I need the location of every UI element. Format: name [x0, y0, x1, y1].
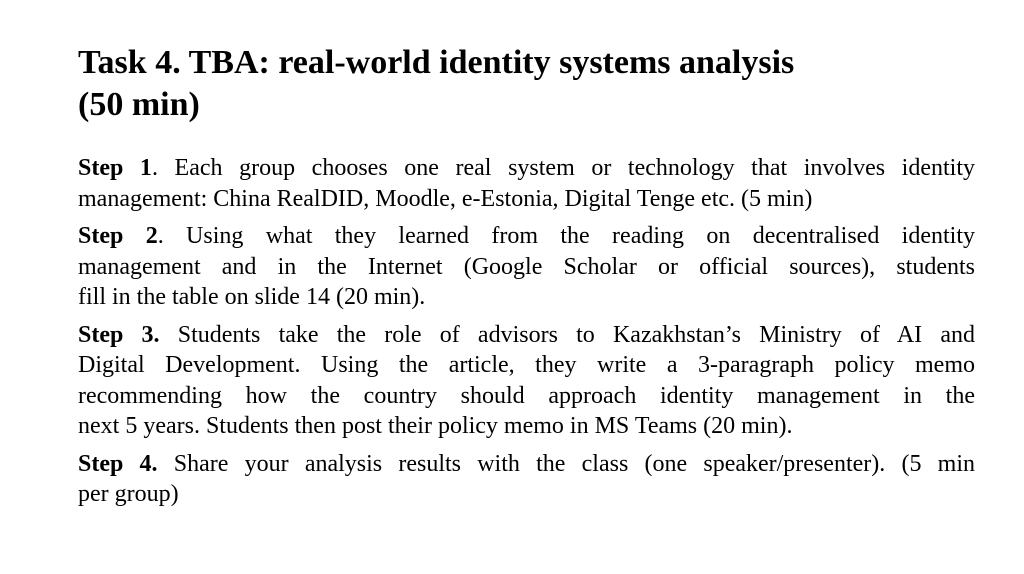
step-2-label: Step 2 — [78, 223, 158, 249]
step-3-paragraph — [78, 320, 975, 442]
title-line-1: Task 4. TBA: real-world identity systems analysis — [78, 44, 795, 81]
slide-title — [78, 42, 958, 126]
step-4-line-1: Step 4. Share your analysis results with the class (one speaker/presenter). (5 min — [78, 450, 975, 477]
step-4-line-2: per group) — [78, 481, 179, 507]
step-3-label: Step 3. — [78, 321, 160, 348]
step-3-line-2: Digital Development. Using the article, they write a 3-paragraph policy memo — [78, 352, 975, 378]
step-4-label: Step 4. — [78, 450, 158, 477]
title-line-2: (50 min) — [78, 86, 200, 123]
step-2-line-1: Step 2. Using what they learned from the reading on decentralised identity — [78, 223, 976, 249]
step-3-line-1: Step 3. Students take the role of advisors to Kazakhstan’s Ministry of AI and — [78, 321, 975, 348]
step-2-line-3: fill in the table on slide 14 (20 min). — [78, 284, 426, 310]
slide-body — [78, 153, 975, 517]
step-4-paragraph — [78, 449, 975, 510]
step-1-paragraph — [78, 153, 975, 214]
step-1-label: Step 1 — [78, 155, 152, 181]
step-2-line-2: management and in the Internet (Google Scholar or official sources), students — [78, 253, 975, 280]
step-2-paragraph — [78, 221, 975, 313]
step-1-line-1: Step 1. Each group chooses one real system or technology that involves identity — [78, 155, 975, 181]
step-1-line-2: management: China RealDID, Moodle, e-Estonia, Digital Tenge etc. (5 min) — [78, 185, 813, 212]
step-3-line-3: recommending how the country should approach identity management in the — [78, 382, 975, 409]
step-3-line-4: next 5 years. Students then post their policy memo in MS Teams (20 min). — [78, 413, 793, 439]
